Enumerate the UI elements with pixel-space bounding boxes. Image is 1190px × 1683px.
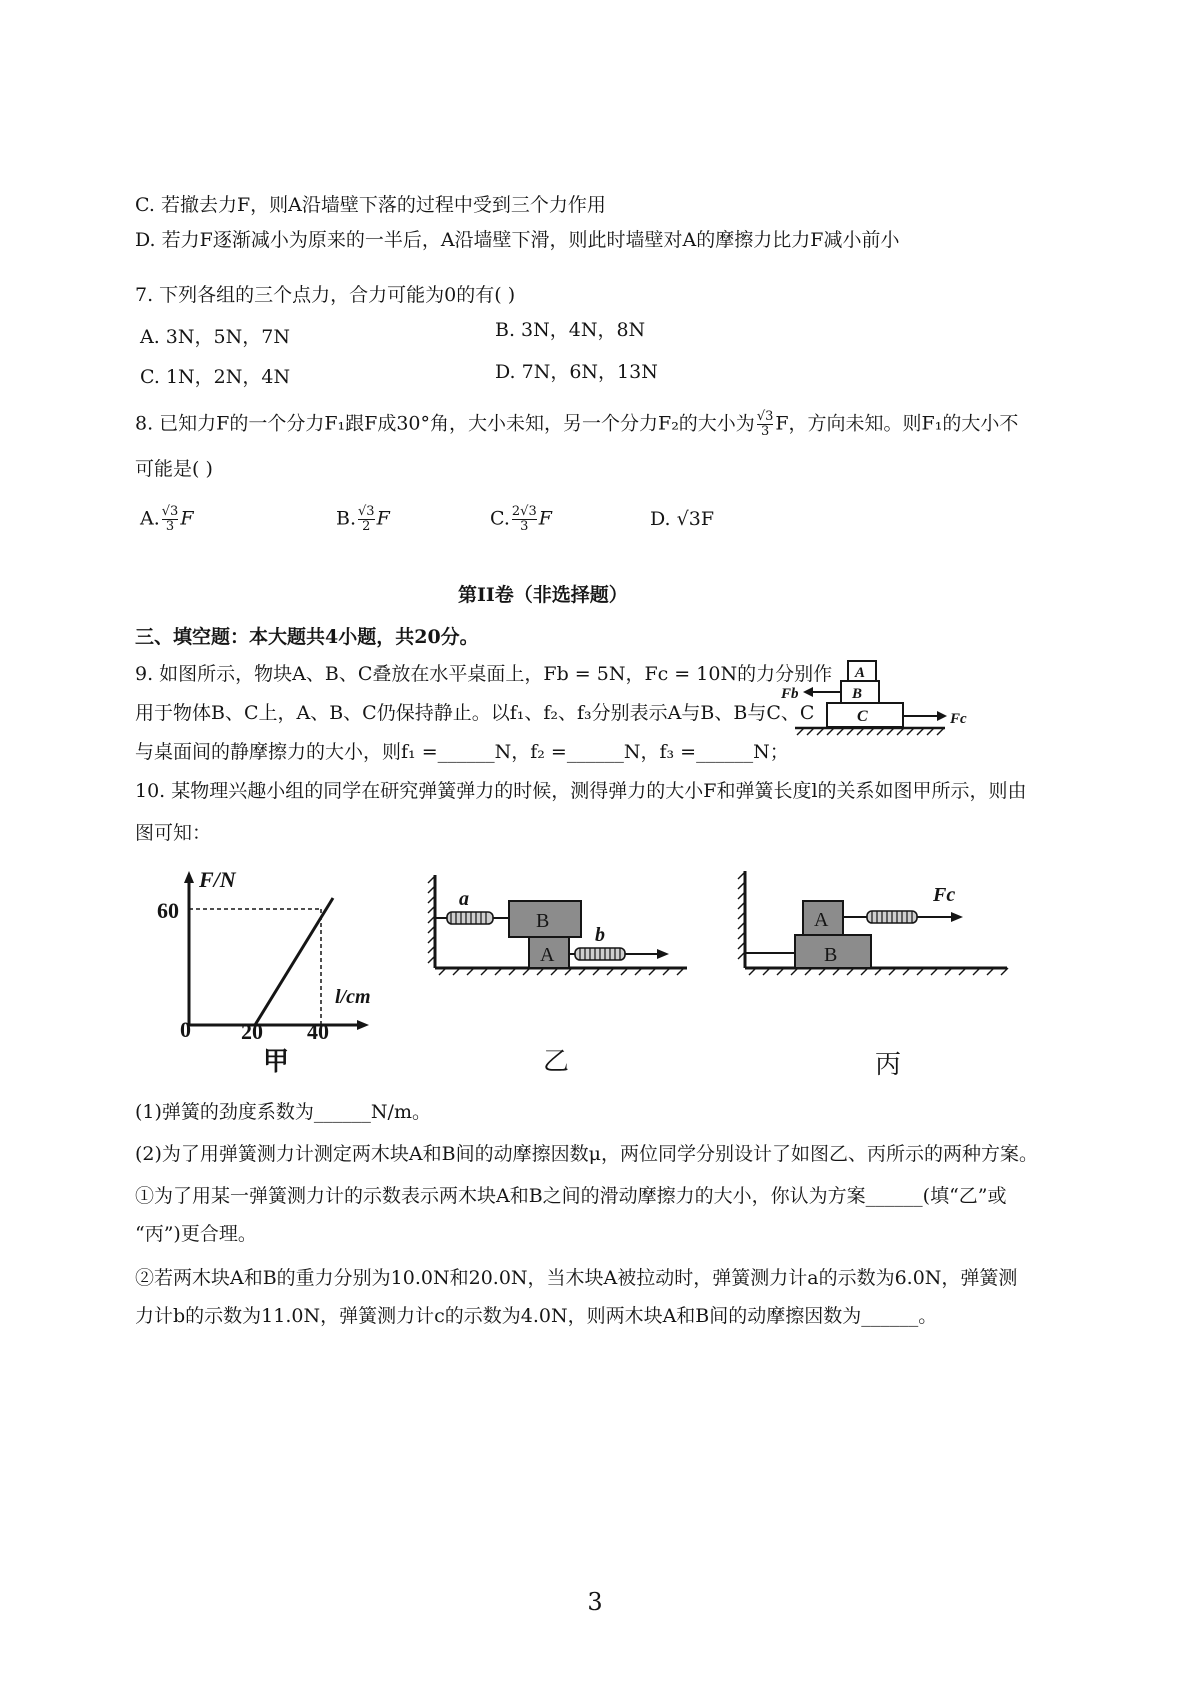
q7-option-d: D. 7N，6N，13N [495,361,658,383]
spring-a-label: a [459,888,469,910]
spring-b [569,948,669,960]
q8-option-a: A. $\frac{√3}{3}$ F [140,504,194,534]
y-axis-label: F/N [199,867,236,892]
page-number: 3 [587,1588,603,1616]
q10-sub-2-2a: ②若两木块A和B的重力分别为10.0N和20.0N，当木块A被拉动时，弹簧测力计a的示数为6.0N，弹簧测 [135,1267,1018,1289]
figure-bing-diagram [735,865,1015,1085]
q7-stem: 7. 下列各组的三个点力，合力可能为0的有( ) [135,284,516,306]
q10-sub-2: (2)为了用弹簧测力计测定两木块A和B间的动摩擦因数μ，两位同学分别设计了如图乙、丙所示的两种方案。 [135,1143,1038,1165]
force-fb-arrowhead [803,687,813,697]
force-fc-label: Fc [950,711,967,727]
q10-sub-2-1a: ①为了用某一弹簧测力计的示数表示两木块A和B之间的滑动摩擦力的大小，你认为方案______(填“乙”或 [135,1185,1007,1207]
block-c-label: C [857,708,868,725]
x-tick-40: 40 [307,1019,329,1044]
q10-sub-2-1b: “丙”)更合理。 [135,1223,257,1245]
q7-option-c: C. 1N，2N，4N [140,366,291,388]
q9-line-2: 用于物体B、C上，A、B、C仍保持静止。以f₁、f₂、f₃分别表示A与B、B与C、C [135,702,815,724]
block-a-label: A [855,665,866,681]
q10-line-2: 图可知： [135,822,212,844]
figure-jia-caption: 甲 [263,1047,290,1076]
x-axis-arrowhead [357,1020,369,1030]
y-tick-60: 60 [157,898,179,923]
block-b-label: B [852,686,863,702]
q9-line-1: 9. 如图所示，物块A、B、C叠放在水平桌面上，Fb = 5N，Fc = 10N的力分别作 [135,663,833,685]
q10-line-1: 10. 某物理兴趣小组的同学在研究弹簧弹力的时候，测得弹力的大小F和弹簧长度l的关系如图甲所示，则由 [135,780,1027,802]
spring-c [843,911,963,923]
figure-jia-graph [145,865,405,1085]
x-tick-20: 20 [241,1019,263,1044]
figure-bing-caption: 丙 [875,1050,902,1079]
q8-stem-a: 8. 已知力F的一个分力F₁跟F成30°角，大小未知，另一个分力F₂的大小为 [135,412,755,435]
q8-option-d: D. √3F [650,508,715,530]
spring-b-label: b [595,924,605,946]
block-a-label: A [540,944,555,966]
q8-option-b: B. $\frac{√3}{2}$ F [336,504,390,534]
block-b-label: B [536,910,550,932]
block-a-label: A [814,909,829,931]
force-fb-label: Fb [781,686,799,702]
q8-stem-fraction: $\frac{√3}{3}$ [756,409,774,439]
part-3-heading: 三、填空题：本大题共4小题，共20分。 [135,626,479,648]
figure-yi-diagram [425,865,695,1085]
q8-stem-b: F，方向未知。则F₁的大小不 [775,412,1019,435]
section-2-title: 第II卷（非选择题） [458,584,628,606]
q7-option-b: B. 3N，4N，8N [495,319,646,341]
force-fc-label: Fc [933,884,956,906]
q6-option-d: D. 若力F逐渐减小为原来的一半后，A沿墙壁下滑，则此时墙壁对A的摩擦力比力F减小前小 [135,229,900,251]
q8-option-c: C. $\frac{2√3}{3}$ F [490,504,552,534]
q7-option-a: A. 3N，5N，7N [140,326,290,348]
x-axis-label: l/cm [335,986,371,1008]
q10-sub-1: (1)弹簧的劲度系数为______N/m。 [135,1101,431,1123]
figure-yi-caption: 乙 [543,1047,570,1076]
q9-block-diagram [775,655,985,745]
spring-a [435,912,509,924]
force-fc-arrowhead [937,711,947,721]
block-b-label: B [824,944,838,966]
y-axis-arrowhead [184,871,194,883]
q8-stem-line2: 可能是( ) [135,458,213,480]
q9-line-3: 与桌面间的静摩擦力的大小，则f₁ =______N，f₂ =______N，f₃ =______N； [135,741,789,763]
q6-option-c: C. 若撤去力F，则A沿墙壁下落的过程中受到三个力作用 [135,194,606,216]
x-tick-0: 0 [180,1017,191,1042]
q8-stem [135,410,1018,439]
q10-sub-2-2b: 力计b的示数为11.0N，弹簧测力计c的示数为4.0N，则两木块A和B间的动摩擦因数为______。 [135,1305,938,1327]
